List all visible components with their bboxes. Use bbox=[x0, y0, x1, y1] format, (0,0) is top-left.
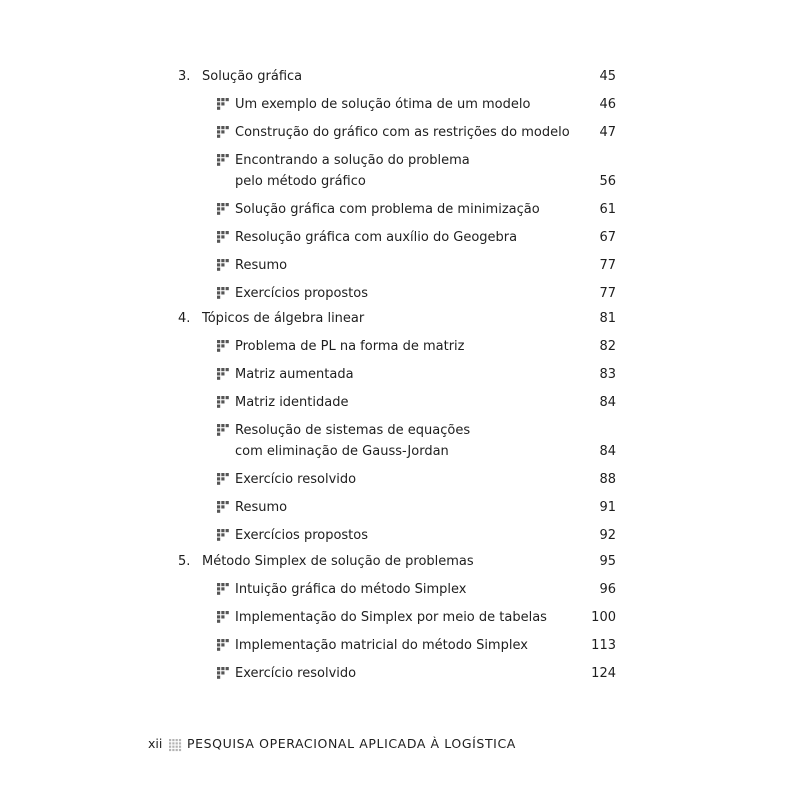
section-title-line: Implementação matricial do método Simplex bbox=[235, 638, 528, 653]
chapter-title: Tópicos de álgebra linear bbox=[202, 311, 365, 326]
section-title bbox=[235, 336, 464, 357]
section-title bbox=[235, 122, 570, 143]
footer-book-title: PESQUISA OPERACIONAL APLICADA À LOGÍSTICA bbox=[187, 736, 516, 751]
grid-bullet-icon bbox=[216, 97, 230, 111]
section-title bbox=[235, 227, 517, 248]
section-page: 77 bbox=[599, 258, 616, 273]
section-title-line: Exercício resolvido bbox=[235, 666, 357, 681]
section-title-line: Encontrando a solução do problema bbox=[235, 153, 470, 168]
section-page: 83 bbox=[599, 367, 616, 382]
section-title-line: Solução gráfica com problema de minimização bbox=[235, 202, 540, 217]
dotted-grid-icon bbox=[168, 738, 182, 752]
chapter-page: 81 bbox=[599, 311, 616, 326]
section-page: 84 bbox=[599, 444, 616, 459]
section-title bbox=[235, 525, 368, 546]
section-page: 47 bbox=[599, 125, 616, 140]
section-page: 91 bbox=[599, 500, 616, 515]
section-title bbox=[235, 497, 287, 518]
grid-bullet-icon bbox=[216, 666, 230, 680]
section-page: 92 bbox=[599, 528, 616, 543]
section-page: 46 bbox=[599, 97, 616, 112]
section-title bbox=[235, 663, 356, 684]
grid-bullet-icon bbox=[216, 339, 230, 353]
section-page: 82 bbox=[599, 339, 616, 354]
section-title-line: Resolução de sistemas de equações bbox=[235, 423, 471, 438]
grid-bullet-icon bbox=[216, 500, 230, 514]
section-title-line: Matriz aumentada bbox=[235, 367, 354, 382]
section-title-line: Construção do gráfico com as restrições do modelo bbox=[235, 125, 570, 140]
grid-bullet-icon bbox=[216, 638, 230, 652]
grid-bullet-icon bbox=[216, 286, 230, 300]
chapter-number: 3. bbox=[178, 69, 191, 84]
section-title bbox=[235, 469, 356, 490]
grid-bullet-icon bbox=[216, 230, 230, 244]
section-title-line: Resumo bbox=[235, 258, 288, 273]
chapter-number: 5. bbox=[178, 554, 191, 569]
section-title-line: Intuição gráfica do método Simplex bbox=[235, 582, 467, 597]
section-page: 100 bbox=[591, 610, 616, 625]
section-title bbox=[235, 150, 470, 192]
section-page: 56 bbox=[599, 174, 616, 189]
chapter-number: 4. bbox=[178, 311, 191, 326]
section-title-line: Um exemplo de solução ótima de um modelo bbox=[235, 97, 531, 112]
section-page: 61 bbox=[599, 202, 616, 217]
section-page: 96 bbox=[599, 582, 616, 597]
chapter-page: 45 bbox=[599, 69, 616, 84]
section-title bbox=[235, 199, 540, 220]
section-title-line: Resolução gráfica com auxílio do Geogebra bbox=[235, 230, 518, 245]
section-title bbox=[235, 607, 547, 628]
grid-bullet-icon bbox=[216, 582, 230, 596]
section-title bbox=[235, 420, 470, 462]
section-page: 67 bbox=[599, 230, 616, 245]
grid-bullet-icon bbox=[216, 367, 230, 381]
section-page: 113 bbox=[591, 638, 616, 653]
grid-bullet-icon bbox=[216, 472, 230, 486]
chapter-title: Solução gráfica bbox=[202, 69, 303, 84]
grid-bullet-icon bbox=[216, 202, 230, 216]
section-page: 84 bbox=[599, 395, 616, 410]
section-title bbox=[235, 94, 530, 115]
section-title-line: com eliminação de Gauss-Jordan bbox=[235, 444, 449, 459]
section-title-line: Matriz identidade bbox=[235, 395, 349, 410]
section-title bbox=[235, 392, 348, 413]
footer-page-number: xii bbox=[148, 736, 163, 751]
chapter-page: 95 bbox=[599, 554, 616, 569]
section-title bbox=[235, 255, 287, 276]
section-title-line: Resumo bbox=[235, 500, 288, 515]
chapter-title: Método Simplex de solução de problemas bbox=[202, 554, 474, 569]
section-title-line: Exercícios propostos bbox=[235, 528, 369, 543]
section-title bbox=[235, 364, 354, 385]
section-title bbox=[235, 579, 466, 600]
section-page: 77 bbox=[599, 286, 616, 301]
section-title-line: pelo método gráfico bbox=[235, 174, 366, 189]
section-page: 88 bbox=[599, 472, 616, 487]
grid-bullet-icon bbox=[216, 153, 230, 167]
section-title-line: Implementação do Simplex por meio de tabelas bbox=[235, 610, 547, 625]
grid-bullet-icon bbox=[216, 423, 230, 437]
grid-bullet-icon bbox=[216, 528, 230, 542]
section-title-line: Exercício resolvido bbox=[235, 472, 357, 487]
section-title bbox=[235, 635, 528, 656]
grid-bullet-icon bbox=[216, 395, 230, 409]
section-title-line: Exercícios propostos bbox=[235, 286, 369, 301]
grid-bullet-icon bbox=[216, 610, 230, 624]
section-page: 124 bbox=[591, 666, 616, 681]
grid-bullet-icon bbox=[216, 258, 230, 272]
section-title-line: Problema de PL na forma de matriz bbox=[235, 339, 465, 354]
grid-bullet-icon bbox=[216, 125, 230, 139]
section-title bbox=[235, 283, 368, 304]
